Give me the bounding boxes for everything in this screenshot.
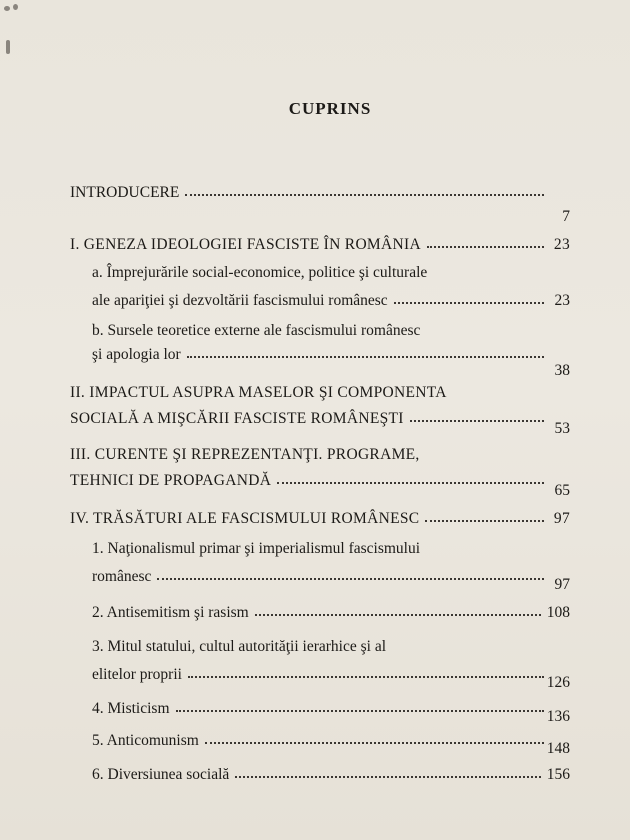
- toc-entry-page: 7: [562, 208, 570, 225]
- toc-entry: [92, 534, 570, 558]
- toc-entry-title: 4. Misticism: [92, 700, 170, 717]
- toc-entry-page: 97: [553, 510, 570, 527]
- toc-entry-page: 108: [546, 604, 570, 621]
- toc-entry-title: 3. Mitul statului, cultul autorităţii ierarhice şi al: [92, 638, 387, 655]
- toc-heading: CUPRINS: [288, 99, 372, 118]
- toc-entry: [92, 258, 570, 282]
- toc-entry: [92, 598, 570, 622]
- toc-entry-title: INTRODUCERE: [70, 184, 180, 201]
- toc-entry-page: 53: [554, 420, 570, 437]
- toc-entry-page: 148: [546, 740, 570, 757]
- toc-entry: [70, 440, 570, 464]
- dot-leader: [185, 193, 544, 196]
- toc-entry: [92, 632, 570, 656]
- toc-entry: [92, 760, 570, 784]
- toc-entry-title: ale apariţiei şi dezvoltării fascismului românesc: [92, 292, 388, 309]
- toc-entry-title: românesc: [92, 568, 152, 585]
- dot-leader: [394, 301, 544, 304]
- dot-leader: [427, 245, 544, 248]
- ink-blot: [4, 6, 10, 11]
- toc-entry-title: I. GENEZA IDEOLOGIEI FASCISTE ÎN ROMÂNIA: [70, 236, 421, 253]
- toc-entry-page-row: [70, 476, 570, 500]
- toc-entry: [92, 286, 570, 310]
- toc-entry: [70, 504, 570, 528]
- toc-entry-page-row: [70, 356, 570, 380]
- toc-entry: [70, 378, 570, 402]
- toc-entry-page: 136: [546, 708, 570, 725]
- ink-blot: [6, 40, 10, 54]
- toc-entry: [70, 178, 570, 202]
- toc-entry-title: 6. Diversiunea socială: [92, 766, 230, 783]
- toc-entry-title: a. Împrejurările social-economice, politice şi culturale: [92, 264, 428, 281]
- toc-entry-title: 1. Naţionalismul primar şi imperialismul fascismului: [92, 540, 421, 557]
- toc-entry-title: TEHNICI DE PROPAGANDĂ: [70, 472, 272, 489]
- toc-entry-page-row: [70, 734, 570, 758]
- toc-entry-title: 2. Antisemitism şi rasism: [92, 604, 249, 621]
- toc-entry-page-row: [70, 202, 570, 226]
- toc-entry-page: 38: [554, 362, 570, 379]
- toc-entry-title: II. IMPACTUL ASUPRA MASELOR ŞI COMPONENTA: [70, 384, 447, 401]
- toc-entry-page: 23: [553, 236, 570, 253]
- table-of-contents: [70, 0, 570, 840]
- toc-entry-page: 126: [546, 674, 570, 691]
- toc-entry-title: b. Sursele teoretice externe ale fascismului românesc: [92, 322, 421, 339]
- toc-entry-page: 97: [554, 576, 570, 593]
- toc-entry-title: SOCIALĂ A MIŞCĂRII FASCISTE ROMÂNEŞTI: [70, 410, 404, 427]
- dot-leader: [235, 775, 540, 778]
- toc-entry-title: şi apologia lor: [92, 346, 181, 363]
- toc-entry-page-row: [70, 668, 570, 692]
- dot-leader: [425, 519, 544, 522]
- toc-entry-page: 23: [554, 292, 570, 309]
- toc-entry-title: IV. TRĂSĂTURI ALE FASCISMULUI ROMÂNESC: [70, 510, 420, 527]
- toc-entry-page-row: [70, 702, 570, 726]
- toc-entry-title: III. CURENTE ŞI REPREZENTANŢI. PROGRAME,: [70, 446, 420, 463]
- toc-entry-title: 5. Anticomunism: [92, 732, 199, 749]
- toc-entry-page-row: [70, 414, 570, 438]
- toc-entry: [70, 230, 570, 254]
- dot-leader: [255, 613, 541, 616]
- toc-entry: [92, 316, 570, 340]
- ink-blot: [13, 4, 18, 10]
- toc-entry-page-row: [70, 570, 570, 594]
- toc-entry-page: 65: [554, 482, 570, 499]
- toc-entry-title: elitelor proprii: [92, 666, 182, 683]
- toc-entry-page: 156: [546, 766, 570, 783]
